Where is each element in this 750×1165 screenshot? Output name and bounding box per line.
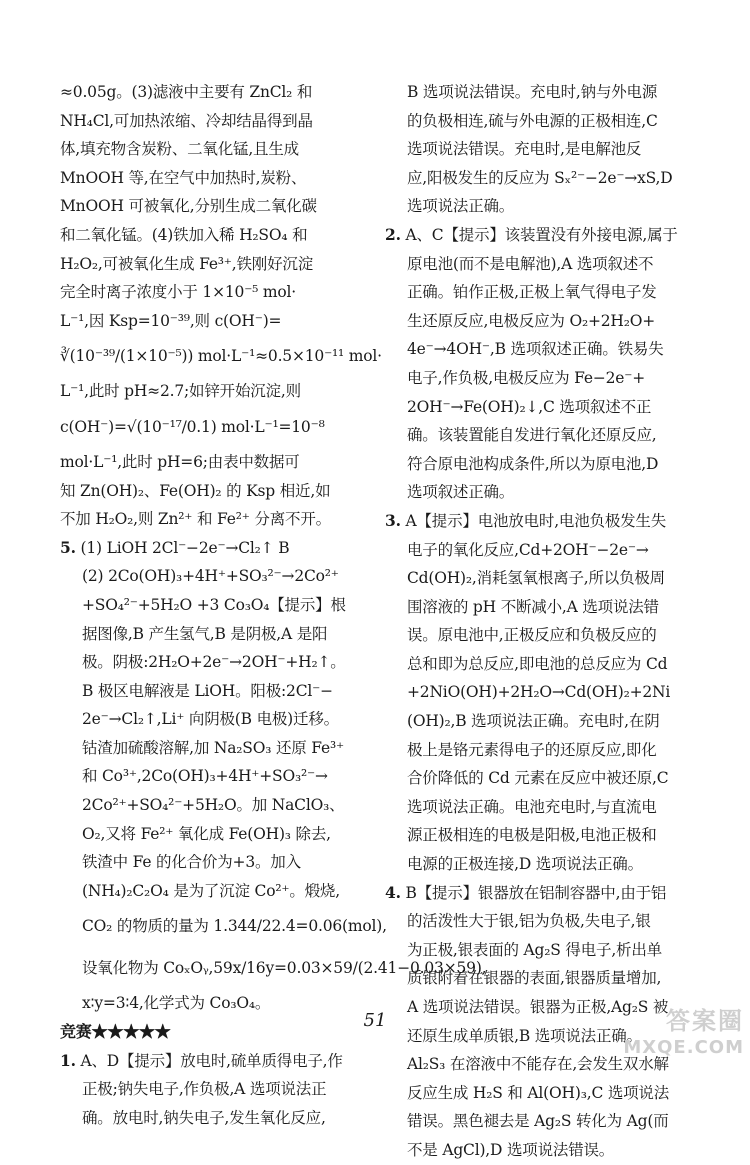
answer-item-3 bbox=[385, 507, 705, 536]
text-line: (2) 2Co(OH)₃+4H⁺+SO₃²⁻→2Co²⁺ bbox=[82, 567, 339, 586]
text-line: 电子,作负极,电极反应为 Fe−2e⁻+ bbox=[407, 368, 646, 387]
text-line: O₂,又将 Fe²⁺ 氧化成 Fe(OH)₃ 除去, bbox=[82, 824, 331, 843]
text-line: 选项说法错误。充电时,是电解池反 bbox=[407, 140, 642, 159]
text-line: 反应生成 H₂S 和 Al(OH)₃,C 选项说法 bbox=[407, 1083, 670, 1102]
text-line: 的活泼性大于银,铝为负极,失电子,银 bbox=[407, 912, 651, 931]
text-line: (OH)₂,B 选项说法正确。充电时,在阴 bbox=[407, 712, 660, 731]
text-line: NH₄Cl,可加热浓缩、冷却结晶得到晶 bbox=[60, 111, 313, 130]
answer-item-5 bbox=[60, 534, 375, 563]
formula-line: c(OH⁻)=√(10⁻¹⁷/0.1) mol·L⁻¹=10⁻⁸ bbox=[60, 417, 325, 436]
text-line: 合价降低的 Cd 元素在反应中被还原,C bbox=[407, 769, 669, 788]
item-text: A【提示】电池放电时,电池负极发生失 bbox=[405, 511, 667, 530]
text-line: 选项说法正确。电池充电时,与直流电 bbox=[407, 797, 657, 816]
text-line: 为正极,银表面的 Ag₂S 得电子,析出单 bbox=[407, 940, 662, 959]
item-number: 3. bbox=[385, 510, 401, 530]
item-number: 1. bbox=[60, 1050, 76, 1070]
watermark-logo bbox=[604, 1006, 744, 1066]
watermark-bottom-text: MXQE.COM bbox=[623, 1037, 744, 1058]
text-line: 铁渣中 Fe 的化合价为+3。加入 bbox=[82, 853, 301, 872]
text-line: 选项叙述正确。 bbox=[407, 483, 515, 502]
item-text: B【提示】银器放在铝制容器中,由于铝 bbox=[405, 883, 667, 902]
text-line: 4e⁻→4OH⁻,B 选项叙述正确。铁易失 bbox=[407, 340, 664, 359]
text-line: 据图像,B 产生氢气,B 是阴极,A 是阳 bbox=[82, 624, 328, 643]
text-line: Cd(OH)₂,消耗氢氧根离子,所以负极周 bbox=[407, 569, 665, 588]
text-line: 和 Co³⁺,2Co(OH)₃+4H⁺+SO₃²⁻→ bbox=[82, 767, 328, 786]
text-line: A 选项说法错误。银器为正极,Ag₂S 被 bbox=[407, 998, 669, 1016]
text-line: 错误。黑色褪去是 Ag₂S 转化为 Ag(而 bbox=[407, 1112, 669, 1131]
item-text: (1) LiOH 2Cl⁻−2e⁻→Cl₂↑ B bbox=[80, 538, 290, 557]
section-title: 竞赛★★★★★ bbox=[60, 1022, 171, 1042]
item-text: A、C【提示】该装置没有外接电源,属于 bbox=[405, 225, 678, 244]
text-line: 2OH⁻→Fe(OH)₂↓,C 选项叙述不正 bbox=[407, 397, 652, 416]
text-line: 生还原反应,电极反应为 O₂+2H₂O+ bbox=[407, 311, 656, 330]
text-line: 符合原电池构成条件,所以为原电池,D bbox=[407, 454, 659, 473]
text-line: 围溶液的 pH 不断减小,A 选项说法错 bbox=[407, 597, 659, 616]
item-number: 5. bbox=[60, 537, 76, 557]
text-line: B 极区电解液是 LiOH。阳极:2Cl⁻− bbox=[82, 681, 333, 700]
text-line: (NH₄)₂C₂O₄ 是为了沉淀 Co²⁺。煅烧, bbox=[82, 881, 340, 900]
text-line: L⁻¹,因 Ksp=10⁻³⁹,则 c(OH⁻)= bbox=[60, 311, 282, 330]
text-line: 知 Zn(OH)₂、Fe(OH)₂ 的 Ksp 相近,如 bbox=[60, 481, 331, 500]
text-line: 不加 H₂O₂,则 Zn²⁺ 和 Fe²⁺ 分离不开。 bbox=[60, 510, 331, 529]
text-line: B 选项说法错误。充电时,钠与外电源 bbox=[407, 83, 658, 101]
text-line: 完全时离子浓度小于 1×10⁻⁵ mol· bbox=[60, 283, 297, 302]
text-line: x∶y=3∶4,化学式为 Co₃O₄。 bbox=[82, 994, 271, 1013]
text-line: MnOOH 等,在空气中加热时,炭粉、 bbox=[60, 168, 307, 187]
answer-item-1 bbox=[60, 1047, 375, 1076]
text-line: 钴渣加硫酸溶解,加 Na₂SO₃ 还原 Fe³⁺ bbox=[82, 738, 344, 757]
text-line: Al₂S₃ 在溶液中不能存在,会发生双水解 bbox=[407, 1055, 669, 1074]
text-line: 和二氧化锰。(4)铁加入稀 H₂SO₄ 和 bbox=[60, 225, 308, 244]
text-line: 源正极相连的电极是阳极,电池正极和 bbox=[407, 826, 657, 845]
answer-item-4 bbox=[385, 879, 705, 908]
text-line: 质银附着在银器的表面,银器质量增加, bbox=[407, 969, 662, 988]
item-text: A、D【提示】放电时,硫单质得电子,作 bbox=[80, 1051, 343, 1070]
text-line: +2NiO(OH)+2H₂O→Cd(OH)₂+2Ni bbox=[407, 683, 671, 702]
formula-line: 设氧化物为 CoₓOᵧ,59x/16y=0.03×59/(2.41−0.03×59), bbox=[82, 959, 487, 978]
right-column bbox=[385, 78, 705, 1165]
page-number: 51 bbox=[363, 1010, 387, 1031]
text-line: H₂O₂,可被氧化生成 Fe³⁺,铁刚好沉淀 bbox=[60, 254, 314, 273]
text-line: 还原生成单质银,B 选项说法正确。 bbox=[407, 1026, 642, 1045]
item-number: 2. bbox=[385, 224, 401, 244]
text-line: 确。放电时,钠失电子,发生氧化反应, bbox=[82, 1108, 326, 1127]
watermark-top-text: 答案圈 bbox=[666, 1007, 744, 1035]
text-line: 总和即为总反应,即电池的总反应为 Cd bbox=[407, 654, 668, 673]
text-line: 不是 AgCl),D 选项说法错误。 bbox=[407, 1140, 615, 1159]
text-line: L⁻¹,此时 pH≈2.7;如锌开始沉淀,则 bbox=[60, 382, 301, 401]
text-line: 原电池(而不是电解池),A 选项叙述不 bbox=[407, 254, 654, 273]
text-line: 确。该装置能自发进行氧化还原反应, bbox=[407, 426, 657, 445]
text-line: 正确。铂作正极,正极上氧气得电子发 bbox=[407, 283, 657, 302]
text-line: 选项说法正确。 bbox=[407, 197, 515, 216]
text-line: 电子的氧化反应,Cd+2OH⁻−2e⁻→ bbox=[407, 540, 649, 559]
formula-line: CO₂ 的物质的量为 1.344/22.4=0.06(mol), bbox=[82, 917, 387, 936]
text-line: 极。阴极:2H₂O+2e⁻→2OH⁻+H₂↑。 bbox=[82, 653, 346, 672]
text-line: MnOOH 可被氧化,分别生成二氧化碳 bbox=[60, 197, 317, 216]
item-number: 4. bbox=[385, 882, 401, 902]
text-line: 2Co²⁺+SO₄²⁻+5H₂O。加 NaClO₃、 bbox=[82, 796, 345, 815]
text-line: 2e⁻→Cl₂↑,Li⁺ 向阴极(B 电极)迁移。 bbox=[82, 710, 339, 729]
text-line: ≈0.05g。(3)滤液中主要有 ZnCl₂ 和 bbox=[60, 83, 313, 101]
text-line: 正极;钠失电子,作负极,A 选项说法正 bbox=[82, 1080, 327, 1099]
text-line: 极上是铬元素得电子的还原反应,即化 bbox=[407, 740, 657, 759]
text-line: 误。原电池中,正极反应和负极反应的 bbox=[407, 626, 657, 645]
text-line: 应,阳极发生的反应为 Sₓ²⁻−2e⁻→xS,D bbox=[407, 168, 673, 187]
text-line: +SO₄²⁻+5H₂O +3 Co₃O₄【提示】根 bbox=[82, 595, 346, 614]
answer-item-2 bbox=[385, 221, 705, 250]
text-line: 电源的正极连接,D 选项说法正确。 bbox=[407, 855, 643, 874]
text-line: 的负极相连,硫与外电源的正极相连,C bbox=[407, 111, 658, 130]
text-line: 体,填充物含炭粉、二氧化锰,且生成 bbox=[60, 140, 299, 159]
text-line: mol·L⁻¹,此时 pH=6;由表中数据可 bbox=[60, 452, 300, 471]
formula-line: ∛(10⁻³⁹/(1×10⁻⁵)) mol·L⁻¹≈0.5×10⁻¹¹ mol· bbox=[60, 347, 382, 366]
